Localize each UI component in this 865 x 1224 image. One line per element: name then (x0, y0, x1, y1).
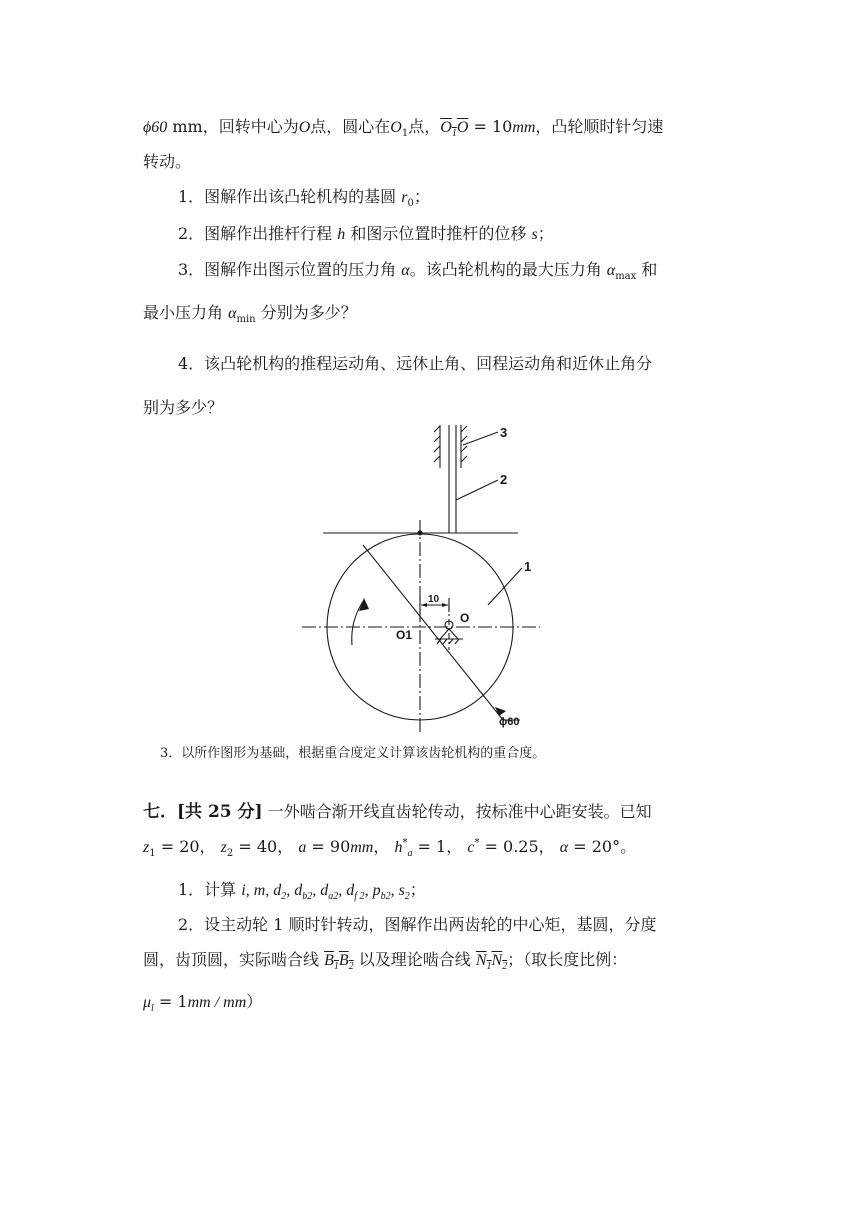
p6-line1: ϕ60 mm，回转中心为O点，圆心在$O_1$点，$O_1O = 10mm$，凸轮顺时针匀速 (143, 117, 664, 140)
actual-line-of-action: $B_1B_2$ (324, 952, 354, 973)
p7-params: $z_1 = 20$， $z_2 = 40$， a = 90mm， $h^*_a = 1$， c* = 0.25， α = 20°。 (143, 837, 637, 860)
diam-symbol: ϕ60 (143, 119, 168, 136)
label-10: 10 (428, 594, 440, 605)
p7-q2c: $\mu_l = 1mm / mm$） (143, 992, 263, 1015)
label-3: 3 (500, 425, 508, 440)
p6-line2: 转动。 (143, 152, 192, 171)
p7-heading: 七．[共 25 分] 一外啮合渐开线直齿轮传动，按标准中心距安装。已知 (143, 802, 652, 822)
p7-q1: 1．计算 i, m, $d_2$, $d_{b2}$, $d_{a2}$, $d_{f 2}$, $p_{b2}$, $s_2$； (178, 880, 426, 903)
p7-q2b: 圆，齿顶圆，实际啮合线 $B_1B_2$ 以及理论啮合线 $N_1N_2$；（取长度比例： (143, 950, 628, 973)
theoretical-line-of-action: $N_1N_2$ (475, 952, 508, 973)
p6-q1: 1．图解作出该凸轮机构的基圆 $r_0$； (178, 187, 430, 210)
label-O1: O1 (396, 628, 413, 642)
segment-o1o: $O_1O$ (440, 119, 469, 140)
p6-q3: 3．图解作出图示位置的压力角 α。该凸轮机构的最大压力角 $\alpha_{max}$ 和 (178, 260, 658, 283)
p7-q2a: 2．设主动轮 1 顺时针转动，图解作出两齿轮的中心矩，基圆，分度 (178, 915, 657, 934)
label-diam: ϕ60 (499, 716, 520, 728)
label-O: O (460, 611, 470, 625)
label-2: 2 (500, 472, 508, 487)
note-3: 3．以所作图形为基础，根据重合度定义计算该齿轮机构的重合度。 (160, 746, 546, 761)
p6-q3b: 最小压力角 $\alpha_{min}$ 分别为多少？ (143, 303, 357, 326)
p6-q4b: 别为多少？ (143, 398, 224, 417)
label-1: 1 (524, 559, 532, 574)
p6-q4: 4．该凸轮机构的推程运动角、远休止角、回程运动角和近休止角分 (178, 354, 653, 373)
p6-q2: 2．图解作出推杆行程 h 和图示位置时推杆的位移 s； (178, 224, 554, 243)
diameter-line (363, 545, 503, 720)
